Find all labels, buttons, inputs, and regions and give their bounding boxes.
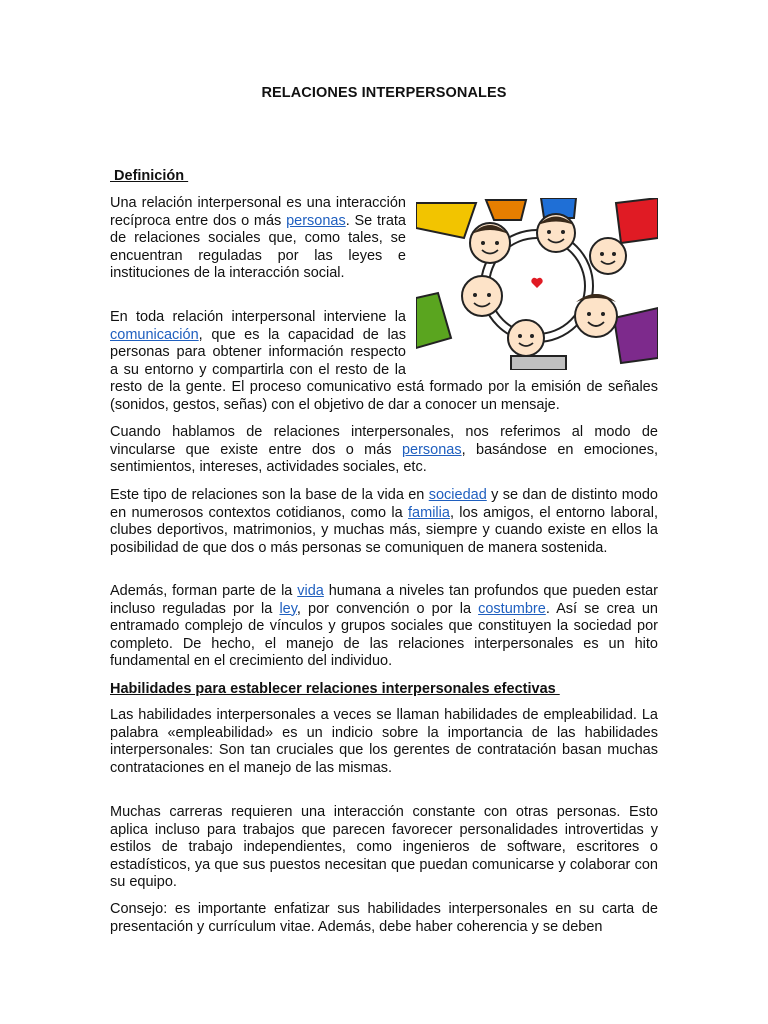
- paragraph-7: Muchas carreras requieren una interacción constante con otras personas. Esto aplica incluso para trabajos que parecen favorecer personalidades introvertidas y estilos de trabajo independientes, como ingenieros de software, escritores o estadísticos, ya que sus puestos necesitan que puedan comunicarse y colaborar con su equipo.: [110, 804, 658, 891]
- paragraph-3: Cuando hablamos de relaciones interpersonales, nos referimos al modo de vincularse que existe entre dos o más personas, basándose en emociones, sentimientos, intereses, actividades sociales, etc.: [110, 424, 659, 476]
- paragraph-8: Consejo: es importante enfatizar sus habilidades interpersonales en su carta de presentación y currículum vitae. Además, debe haber coherencia y se deben: [110, 901, 658, 935]
- link-comunicacion[interactable]: comunicación: [110, 326, 199, 343]
- link-vida[interactable]: vida: [297, 583, 324, 599]
- paragraph-6: Las habilidades interpersonales a veces se llaman habilidades de empleabilidad. La palabra «empleabilidad» es un indicio sobre la importancia de las habilidades interpersonales: Son tan cruciales que los gerentes de contratación basan muchas contrataciones en el manejo de las mismas.: [110, 707, 658, 776]
- link-personas-1[interactable]: personas: [286, 212, 346, 229]
- paragraph-2-bottom: resto de la gente. El proceso comunicativo está formado por la emisión de señales (sonidos, gestos, señas) con el objetivo de dar a conocer un mensaje.: [110, 379, 658, 413]
- paragraph-4: Este tipo de relaciones son la base de la vida en sociedad y se dan de distinto modo en numerosos contextos cotidianos, como la familia, los amigos, el entorno laboral, clubes deportivos, matrimonios, y muchas más, siempre y cuando existe en ellos la posibilidad de que dos o más personas se comuniquen de manera sostenida.: [110, 487, 658, 556]
- heading-skills: Habilidades para establecer relaciones interpersonales efectivas: [110, 681, 560, 697]
- link-personas-2[interactable]: personas: [401, 441, 462, 458]
- paragraph-1: Una relación interpersonal es una interacción recíproca entre dos o más personas. Se trata de relaciones sociales que, como tales, se encuentran reguladas por las leyes e instituciones de la interacción social.: [110, 195, 406, 282]
- link-costumbre[interactable]: costumbre: [478, 600, 546, 617]
- paragraph-2-top: En toda relación interpersonal interviene la comunicación, que es la capacidad de las personas para obtener información respecto a su entorno y compartirla con el resto de la: [110, 309, 406, 378]
- paragraph-5: Además, forman parte de la vida humana a niveles tan profundos que pueden estar incluso reguladas por la ley, por convención o por la costumbre. Así se crea un entramado complejo de vínculos y grupos sociales que constituyen la sociedad por completo. De hecho, el manejo de las relaciones interpersonales es un hito fundamental en el crecimiento del individuo.: [110, 583, 659, 670]
- heading-definition: Definición: [110, 168, 189, 184]
- page-title: RELACIONES INTERPERSONALES: [261, 85, 507, 101]
- link-ley[interactable]: ley: [279, 600, 297, 617]
- people-circle-illustration: [416, 198, 658, 370]
- link-familia[interactable]: familia: [408, 504, 450, 521]
- link-sociedad[interactable]: sociedad: [428, 487, 487, 503]
